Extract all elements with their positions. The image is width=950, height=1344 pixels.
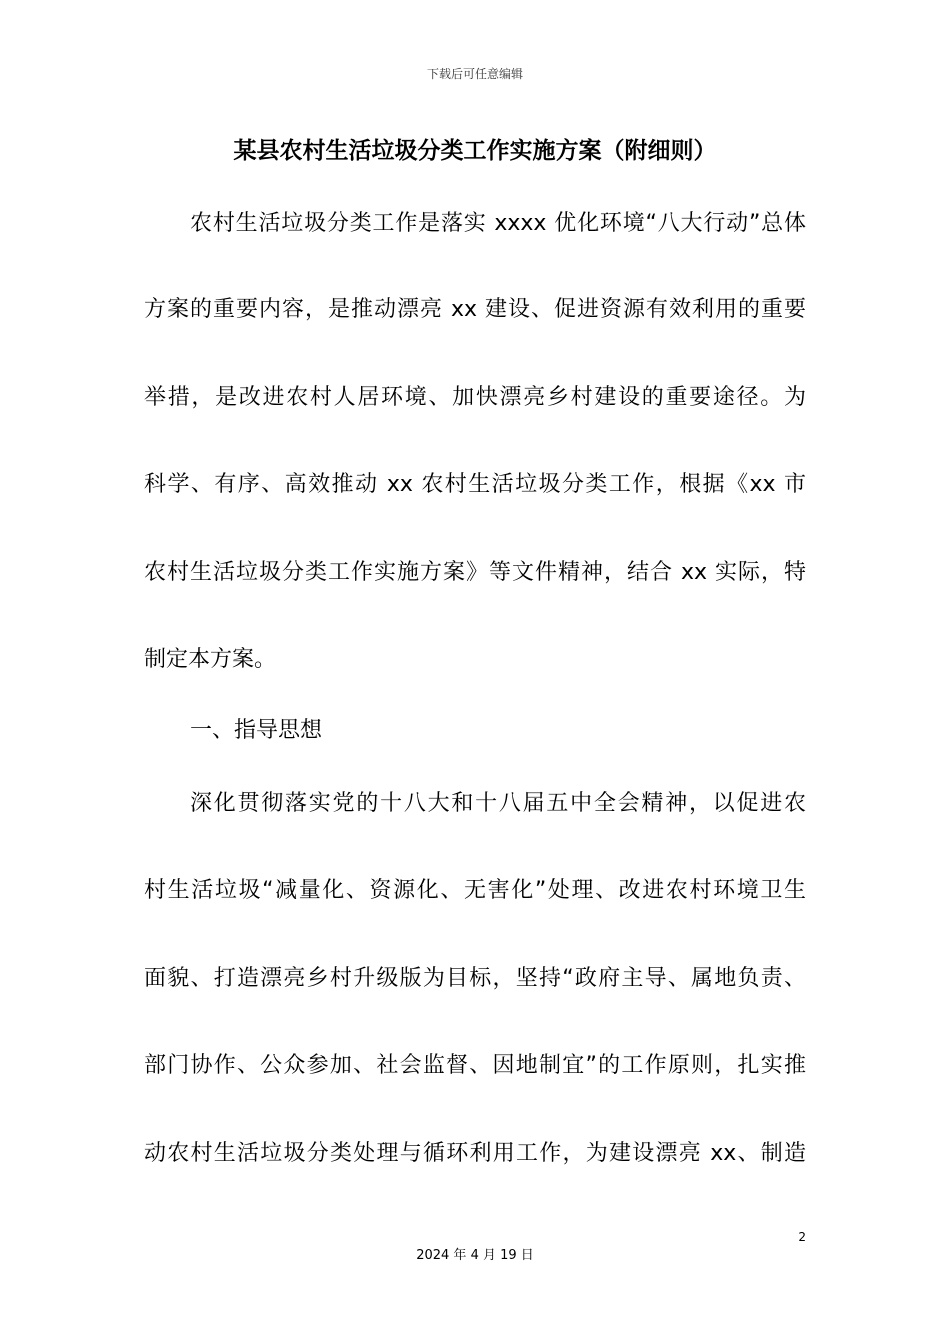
section-line-3: 面貌、打造漂亮乡村升级版为目标，坚持“政府主导、属地负责、 xyxy=(144,966,806,991)
intro-line-4: 科学、有序、高效推动 xx 农村生活垃圾分类工作，根据《xx 市 xyxy=(144,472,806,497)
intro-line-2: 方案的重要内容，是推动漂亮 xx 建设、促进资源有效利用的重要 xyxy=(144,297,806,322)
section-line-4: 部门协作、公众参加、社会监督、因地制宜”的工作原则，扎实推 xyxy=(144,1053,806,1078)
page-number: 2 xyxy=(798,1230,806,1244)
header-note: 下载后可任意编辑 xyxy=(426,67,523,81)
section-heading: 一、指导思想 xyxy=(190,718,323,743)
section-line-5: 动农村生活垃圾分类处理与循环利用工作，为建设漂亮 xx、制造 xyxy=(144,1141,806,1166)
section-line-1: 深化贯彻落实党的十八大和十八届五中全会精神，以促进农 xyxy=(190,791,806,816)
intro-line-6: 制定本方案。 xyxy=(144,647,277,672)
intro-line-1: 农村生活垃圾分类工作是落实 xxxx 优化环境“八大行动”总体 xyxy=(190,211,806,236)
document-title: 某县农村生活垃圾分类工作实施方案（附细则） xyxy=(233,138,717,164)
section-line-2: 村生活垃圾“减量化、资源化、无害化”处理、改进农村环境卫生 xyxy=(144,878,806,903)
footer-date: 2024 年 4 月 19 日 xyxy=(416,1248,534,1263)
intro-line-3: 举措，是改进农村人居环境、加快漂亮乡村建设的重要途径。为 xyxy=(144,385,806,410)
intro-line-5: 农村生活垃圾分类工作实施方案》等文件精神，结合 xx 实际，特 xyxy=(144,560,806,585)
